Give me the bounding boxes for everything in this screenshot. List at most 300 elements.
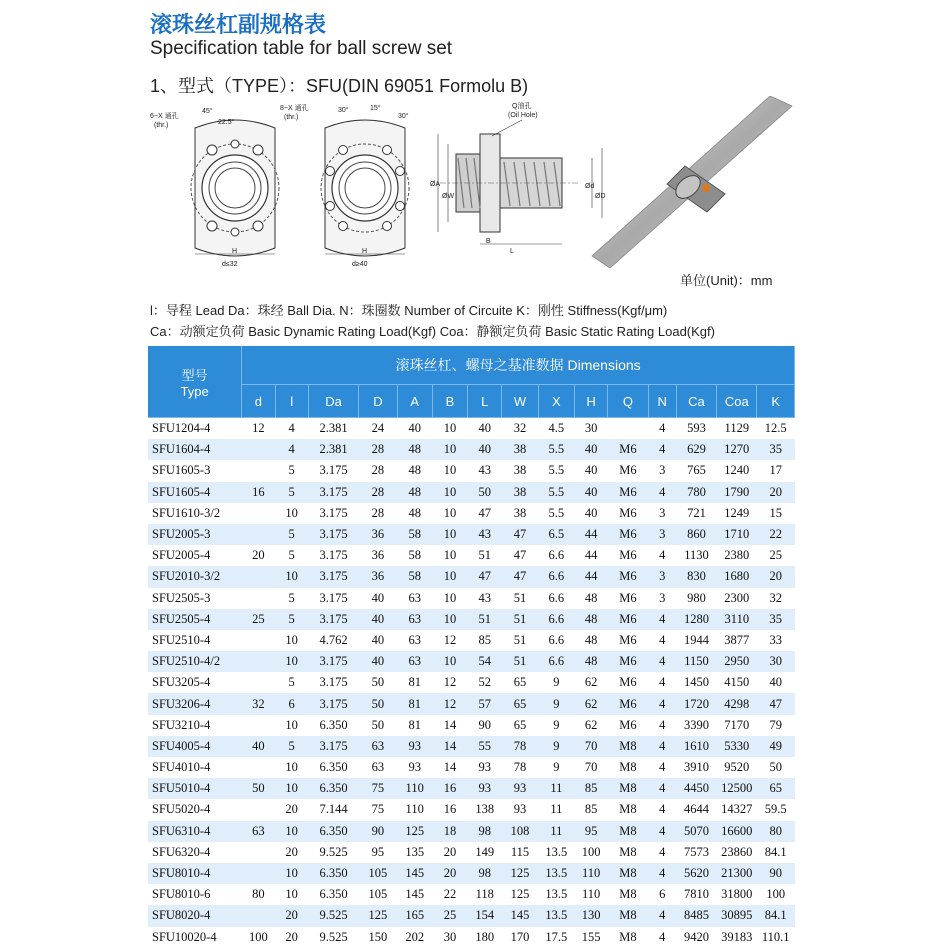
table-cell: 125 — [510, 887, 530, 902]
flange2-angle1: 30° — [338, 107, 349, 114]
table-cell: 30 — [443, 929, 457, 944]
table-cell — [242, 757, 275, 778]
table-cell: 93 — [468, 778, 502, 799]
table-cell: 40 — [408, 421, 421, 436]
table-cell: 80 — [252, 887, 265, 902]
table-cell: 6.6 — [548, 632, 565, 647]
table-cell: 3.175 — [319, 505, 348, 520]
table-cell: 85 — [574, 778, 607, 799]
table-row — [148, 736, 795, 757]
table-cell: 10 — [285, 717, 298, 732]
table-cell: 38 — [513, 463, 527, 478]
table-cell: 20 — [285, 929, 298, 944]
table-cell: 6.6 — [538, 566, 574, 587]
table-cell: 170 — [510, 929, 530, 944]
table-cell: 28 — [359, 482, 397, 503]
column-header: K — [757, 385, 795, 418]
table-cell: 629 — [676, 439, 716, 460]
table-cell: 40 — [242, 736, 275, 757]
table-cell — [608, 418, 648, 440]
column-header: L — [468, 385, 502, 418]
table-cell: 6.6 — [538, 609, 574, 630]
table-row — [148, 482, 795, 503]
table-cell: 18 — [432, 821, 467, 842]
column-header: d — [242, 385, 275, 418]
table-cell: M6 — [619, 590, 637, 605]
table-cell — [242, 460, 275, 481]
model-cell: SFU3210-4 — [152, 717, 211, 732]
table-cell: 36 — [359, 524, 397, 545]
table-cell: 3 — [659, 590, 666, 605]
table-cell: 9.525 — [319, 929, 348, 944]
table-cell: 2.381 — [308, 439, 358, 460]
table-cell: 43 — [478, 590, 491, 605]
table-cell: 11 — [538, 821, 574, 842]
model-cell: SFU6310-4 — [148, 821, 242, 842]
table-cell: 62 — [574, 693, 607, 714]
table-cell: 3.175 — [308, 736, 358, 757]
table-cell: 39183 — [721, 929, 753, 944]
spec-table-container — [148, 346, 795, 948]
table-row — [148, 799, 795, 820]
table-cell: 10 — [285, 505, 298, 520]
flange1-label-holes: 6−X 通孔 — [150, 113, 179, 120]
table-cell: 6.350 — [319, 760, 348, 775]
table-cell: 59.5 — [764, 802, 787, 817]
column-header: Coa — [717, 385, 757, 418]
table-cell: 2.381 — [319, 421, 348, 436]
table-cell: 4.5 — [548, 421, 565, 436]
table-cell: 10 — [275, 566, 308, 587]
table-cell: 4 — [659, 844, 666, 859]
model-cell: SFU8010-4 — [148, 863, 242, 884]
table-cell: 3877 — [724, 632, 750, 647]
table-row — [148, 884, 795, 905]
table-cell: M6 — [608, 609, 648, 630]
model-cell: SFU8010-6 — [152, 887, 211, 902]
table-cell: 10 — [432, 482, 467, 503]
table-cell — [242, 588, 275, 609]
table-cell: 54 — [468, 651, 502, 672]
table-cell: 10 — [432, 651, 467, 672]
table-cell: 63 — [371, 760, 385, 775]
table-cell: 4 — [275, 439, 308, 460]
table-cell: 51 — [468, 609, 502, 630]
column-header: Da — [308, 385, 358, 418]
table-cell: 16600 — [717, 821, 757, 842]
table-cell: 93 — [397, 736, 432, 757]
table-cell: 9.525 — [319, 844, 348, 859]
table-cell: 50 — [468, 482, 502, 503]
table-cell: 10 — [443, 463, 457, 478]
table-row — [148, 630, 795, 651]
flange1-angle2: 22.5° — [218, 119, 235, 126]
table-cell: 105 — [368, 887, 388, 902]
table-cell: 830 — [676, 566, 716, 587]
table-cell: 48 — [574, 651, 607, 672]
table-cell: 9 — [553, 760, 560, 775]
table-cell: 40 — [359, 609, 397, 630]
side-dim-a: ØA — [430, 181, 441, 188]
table-cell: 1710 — [717, 524, 757, 545]
table-cell: 63 — [408, 632, 421, 647]
table-cell: 4 — [648, 651, 676, 672]
table-cell: 110 — [581, 887, 601, 902]
table-cell: 138 — [475, 802, 495, 817]
table-cell: 4 — [648, 863, 676, 884]
table-cell: 3.175 — [308, 693, 358, 714]
model-cell: SFU2505-4 — [148, 609, 242, 630]
table-cell: 9 — [538, 736, 574, 757]
table-cell: 1130 — [684, 548, 709, 563]
table-cell: 125 — [359, 905, 397, 926]
table-cell: 33 — [769, 632, 782, 647]
table-cell: 47 — [757, 693, 795, 714]
table-cell: 84.1 — [764, 844, 787, 859]
table-cell: 4 — [648, 609, 676, 630]
table-cell: 100 — [581, 844, 601, 859]
table-cell: 20 — [275, 905, 308, 926]
table-row — [148, 545, 795, 566]
table-cell: 20 — [432, 863, 467, 884]
table-cell — [242, 842, 275, 863]
table-cell: 6 — [659, 887, 666, 902]
table-cell: 28 — [371, 463, 385, 478]
table-cell: 98 — [468, 863, 502, 884]
column-header: Q — [608, 385, 648, 418]
side-label-oil-en: (Oil Hole) — [508, 112, 538, 119]
table-cell: 20 — [285, 802, 298, 817]
table-cell: M8 — [619, 929, 637, 944]
table-cell: 55 — [468, 736, 502, 757]
table-cell: 70 — [574, 736, 607, 757]
table-cell: 43 — [468, 524, 502, 545]
table-cell: 780 — [676, 482, 716, 503]
table-cell: 85 — [478, 632, 491, 647]
table-cell: 4 — [659, 421, 666, 436]
model-cell: SFU1605-3 — [152, 463, 211, 478]
table-cell: M8 — [608, 778, 648, 799]
table-cell: 4644 — [683, 802, 709, 817]
table-cell: 12 — [443, 632, 457, 647]
table-cell: 5.5 — [548, 505, 565, 520]
table-cell: 62 — [584, 717, 598, 732]
table-cell: 125 — [502, 863, 538, 884]
table-cell: 95 — [371, 844, 385, 859]
table-cell: 20 — [252, 548, 265, 563]
table-cell: 13.5 — [545, 844, 568, 859]
table-cell: 40 — [371, 632, 385, 647]
table-cell: 22 — [757, 524, 795, 545]
flange1-angle1: 45° — [202, 108, 213, 115]
model-cell: SFU10020-4 — [152, 929, 217, 944]
table-cell: 40 — [574, 439, 607, 460]
column-header: A — [397, 385, 432, 418]
table-cell: 5 — [288, 675, 295, 690]
table-cell — [242, 905, 275, 926]
side-view-drawing — [430, 101, 606, 255]
table-cell: 58 — [397, 524, 432, 545]
table-cell: 75 — [359, 778, 397, 799]
table-row — [148, 418, 795, 440]
table-cell: 30895 — [717, 905, 757, 926]
table-cell: 40 — [574, 482, 607, 503]
table-cell: 50 — [371, 675, 385, 690]
table-row — [148, 842, 795, 863]
table-cell: 6.6 — [548, 548, 565, 563]
table-cell: 13.5 — [538, 905, 574, 926]
table-cell: 4 — [648, 439, 676, 460]
table-cell: 12 — [252, 421, 265, 436]
flange1-dim-d: d≤32 — [222, 261, 238, 268]
table-cell: 70 — [584, 760, 598, 775]
table-cell: M8 — [608, 821, 648, 842]
table-cell: 30 — [584, 421, 598, 436]
table-cell: M8 — [619, 844, 637, 859]
side-label-oil: Q油孔 — [512, 103, 532, 110]
table-cell: 5330 — [717, 736, 757, 757]
table-row — [148, 778, 795, 799]
table-cell: 4 — [648, 905, 676, 926]
table-cell: 4.762 — [319, 632, 348, 647]
table-cell: 32 — [769, 590, 782, 605]
table-cell: 6.350 — [319, 717, 348, 732]
table-cell: 93 — [408, 760, 421, 775]
table-cell: 16 — [242, 482, 275, 503]
table-cell: 47 — [502, 524, 538, 545]
table-cell: 81 — [397, 693, 432, 714]
table-cell: 63 — [397, 609, 432, 630]
table-row — [148, 439, 795, 460]
table-cell: 765 — [687, 463, 706, 478]
model-cell: SFU2505-3 — [152, 590, 211, 605]
table-cell: 4 — [648, 693, 676, 714]
model-cell: SFU1204-4 — [152, 421, 211, 436]
table-cell: 180 — [475, 929, 495, 944]
type-header-en: Type — [180, 383, 209, 399]
table-row — [148, 566, 795, 587]
model-cell: SFU2010-3/2 — [148, 566, 242, 587]
table-cell: 14 — [443, 760, 457, 775]
table-cell: 100 — [249, 929, 268, 944]
table-row — [148, 460, 795, 481]
table-cell: 81 — [408, 675, 421, 690]
table-cell: 145 — [397, 863, 432, 884]
table-cell: 25 — [769, 548, 782, 563]
table-cell: 12500 — [717, 778, 757, 799]
table-cell: 5 — [288, 548, 295, 563]
table-cell: 12 — [443, 675, 457, 690]
table-cell: 110 — [397, 778, 432, 799]
table-cell: 51 — [502, 609, 538, 630]
legend-line-1: l：导程 Lead Da：珠经 Ball Dia. N：珠圈数 Number of Circuite K：刚性 Stiffness(Kgf/μm) — [150, 303, 668, 318]
table-cell: 22 — [443, 887, 457, 902]
table-cell: 5 — [288, 590, 295, 605]
table-cell: 90 — [757, 863, 795, 884]
table-cell: M8 — [608, 863, 648, 884]
table-cell: 5.5 — [548, 463, 565, 478]
table-row — [148, 715, 795, 736]
table-cell: 90 — [359, 821, 397, 842]
flange2-dim-h: H — [362, 248, 368, 255]
table-cell: M6 — [608, 651, 648, 672]
flange2-label-holes: 8−X 通孔 — [280, 105, 309, 112]
table-cell: 6.6 — [538, 651, 574, 672]
table-cell: 36 — [359, 566, 397, 587]
table-cell: 90 — [478, 717, 491, 732]
table-cell: 3.175 — [319, 548, 348, 563]
table-cell: M6 — [619, 675, 637, 690]
table-cell: M6 — [619, 717, 637, 732]
table-cell: 40 — [584, 463, 598, 478]
table-cell: 4150 — [724, 675, 750, 690]
table-cell: 155 — [581, 929, 601, 944]
table-cell: 81 — [408, 717, 421, 732]
table-cell: 8485 — [676, 905, 716, 926]
table-cell: 3390 — [683, 717, 709, 732]
table-cell: 10 — [432, 439, 467, 460]
column-header: N — [648, 385, 676, 418]
table-cell: 1944 — [683, 632, 709, 647]
model-cell: SFU4010-4 — [152, 760, 211, 775]
table-cell: 58 — [397, 566, 432, 587]
table-cell: 5 — [288, 463, 295, 478]
table-cell: 10 — [443, 421, 457, 436]
table-cell — [242, 503, 275, 524]
table-cell: 10 — [285, 632, 298, 647]
table-cell: 65 — [513, 717, 527, 732]
table-cell: 4 — [659, 802, 666, 817]
table-cell: 48 — [397, 482, 432, 503]
table-cell: 10 — [275, 821, 308, 842]
table-cell: 10 — [443, 548, 457, 563]
table-cell: 48 — [397, 439, 432, 460]
table-cell: 110 — [574, 863, 607, 884]
table-cell: M6 — [608, 524, 648, 545]
table-cell: 105 — [359, 863, 397, 884]
flange-drawing-2 — [280, 103, 409, 268]
table-cell: 51 — [478, 548, 491, 563]
model-cell: SFU5020-4 — [152, 802, 211, 817]
table-cell: 47 — [502, 566, 538, 587]
table-cell: 40 — [359, 651, 397, 672]
flange2-dim-d: d≥40 — [352, 261, 368, 268]
table-cell: 38 — [502, 439, 538, 460]
table-cell: 3.175 — [319, 463, 348, 478]
table-cell: 63 — [242, 821, 275, 842]
table-cell: 6.5 — [538, 524, 574, 545]
table-cell: M6 — [619, 505, 637, 520]
table-cell: 1790 — [717, 482, 757, 503]
table-cell: 10 — [432, 524, 467, 545]
table-cell: 4 — [648, 821, 676, 842]
table-cell: 85 — [584, 802, 598, 817]
table-cell: M6 — [608, 693, 648, 714]
table-cell: 3.175 — [308, 482, 358, 503]
column-header: H — [574, 385, 607, 418]
table-cell: 3.175 — [319, 675, 348, 690]
table-cell: 38 — [513, 505, 527, 520]
table-cell: 115 — [510, 844, 530, 859]
table-cell: 44 — [574, 566, 607, 587]
unit-label: 单位(Unit)：mm — [680, 273, 773, 288]
table-row — [148, 693, 795, 714]
table-cell: 48 — [408, 505, 421, 520]
table-cell: 95 — [574, 821, 607, 842]
column-header: B — [432, 385, 467, 418]
table-cell: 3 — [659, 463, 666, 478]
table-cell: 10 — [275, 863, 308, 884]
table-cell: 3.175 — [308, 609, 358, 630]
table-cell: 51 — [513, 590, 527, 605]
table-cell: 28 — [359, 439, 397, 460]
model-cell: SFU8020-4 — [148, 905, 242, 926]
table-cell: 2380 — [724, 548, 750, 563]
table-cell: M8 — [608, 905, 648, 926]
table-cell — [242, 566, 275, 587]
table-cell: 9 — [538, 693, 574, 714]
table-row — [148, 609, 795, 630]
type-line: 1、型式（TYPE）：SFU(DIN 69051 Formolu B) — [150, 76, 529, 96]
table-cell: 65 — [513, 675, 527, 690]
table-cell: 28 — [371, 505, 385, 520]
table-cell: 5 — [275, 524, 308, 545]
table-cell: 4 — [648, 778, 676, 799]
table-cell: 7573 — [683, 844, 709, 859]
table-cell: 20 — [757, 482, 795, 503]
side-dim-l: L — [510, 248, 514, 255]
table-cell — [242, 439, 275, 460]
table-cell: 25 — [432, 905, 467, 926]
table-cell: 7.144 — [319, 802, 348, 817]
table-cell: 48 — [408, 463, 421, 478]
table-cell: 11 — [538, 778, 574, 799]
table-cell: 3910 — [683, 760, 709, 775]
table-cell: 2950 — [717, 651, 757, 672]
table-cell: 62 — [584, 675, 598, 690]
column-header: W — [502, 385, 538, 418]
model-cell: SFU2005-3 — [148, 524, 242, 545]
table-cell: 65 — [502, 693, 538, 714]
table-cell: 50 — [359, 693, 397, 714]
model-cell: SFU5010-4 — [148, 778, 242, 799]
table-cell: 149 — [475, 844, 495, 859]
column-header: Ca — [676, 385, 716, 418]
table-cell: 15 — [769, 505, 782, 520]
table-cell: 5070 — [676, 821, 716, 842]
ball-screw-image — [592, 96, 792, 268]
table-cell: 10 — [443, 505, 457, 520]
table-cell: 36 — [371, 548, 385, 563]
table-cell: 14 — [432, 736, 467, 757]
table-cell: 145 — [502, 905, 538, 926]
table-cell: 593 — [687, 421, 706, 436]
table-cell: 40 — [478, 421, 491, 436]
table-cell: 3.175 — [308, 651, 358, 672]
flange1-dim-h: H — [232, 248, 238, 255]
table-cell: 980 — [687, 590, 706, 605]
table-cell: 14 — [443, 717, 457, 732]
table-cell: 40 — [584, 505, 598, 520]
table-cell: 35 — [757, 609, 795, 630]
table-cell: 44 — [584, 548, 598, 563]
table-cell: 145 — [405, 887, 425, 902]
table-cell: M6 — [619, 632, 637, 647]
table-cell: 79 — [769, 717, 782, 732]
column-header: X — [538, 385, 574, 418]
table-cell: M6 — [619, 548, 637, 563]
table-cell: 20 — [443, 844, 457, 859]
